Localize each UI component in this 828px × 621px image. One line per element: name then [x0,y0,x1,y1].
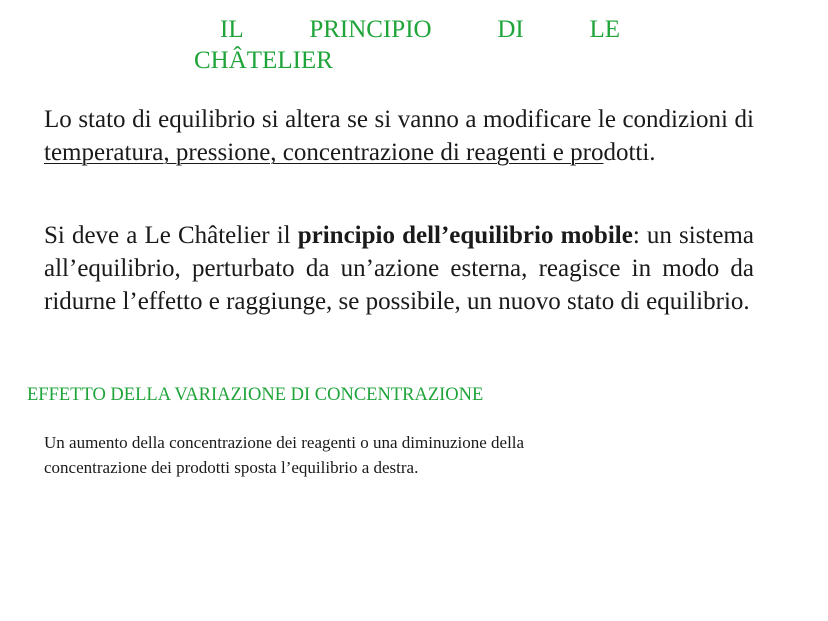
paragraph1-text-start: Lo stato di equilibrio si altera se si vanno a modificare le condizioni di [44,106,754,133]
title-word-le: LE [589,16,620,43]
title-word-di: DI [497,16,524,43]
section-heading: EFFETTO DELLA VARIAZIONE DI CONCENTRAZIONE [27,385,484,405]
paragraph-le-chatelier-principle [44,219,754,318]
paragraph1-text-end: dotti. [603,139,656,166]
paragraph2-text-start: Si deve a Le Châtelier il [44,222,298,249]
section-body-line-1: Un aumento della concentrazione dei reagenti o una diminuzione della [44,433,525,452]
title-word-il: IL [220,16,244,43]
title-word-principio: PRINCIPIO [309,16,432,43]
title-line-1 [194,14,624,45]
section-body [44,430,684,480]
paragraph2-bold-text: principio dell’equilibrio mobile [297,222,633,249]
title-line-2: CHÂTELIER [194,47,333,74]
paragraph2-text-end: : un sistema all’equilibrio, perturbato da un’azione esterna, reagisce in modo da ridurne l’effetto e raggiunge, se possibile, un nuovo stato di equilibrio. [44,222,754,315]
section-body-line-2: concentrazione dei prodotti sposta l’equilibrio a destra. [44,458,419,477]
paragraph1-underlined-text: temperatura, pressione, concentrazione di reagenti e pro [44,139,604,166]
paragraph-equilibrium-conditions [44,103,754,169]
slide-title [194,14,624,76]
